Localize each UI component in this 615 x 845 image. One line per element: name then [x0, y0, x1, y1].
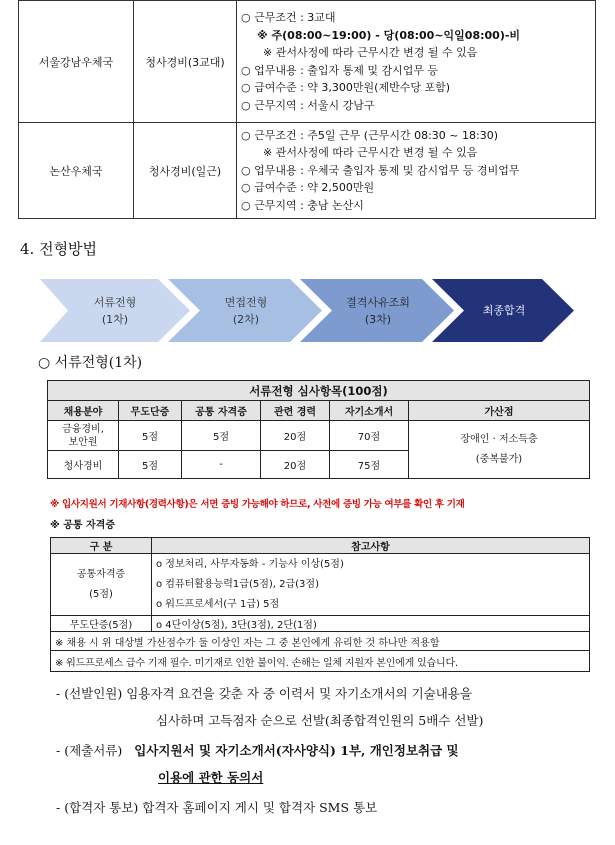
flow-step-sub: (3차)	[364, 312, 392, 326]
flow-step-3	[322, 279, 434, 342]
bonus-cell: 장애인 · 저소득층 (중복불가)	[409, 421, 590, 479]
condition-line: ○ 급여수준 : 약 2,500만원	[241, 181, 375, 195]
flow-step-sub: (1차)	[101, 312, 129, 326]
position-cell: 청사경비(3교대)	[134, 1, 237, 123]
notice-paragraph: - (합격자 통보) 합격자 홈페이지 게시 및 합격자 SMS 통보	[56, 800, 378, 815]
doc-screening-heading: ○ 서류전형(1차)	[38, 355, 143, 371]
condition-line: ※ 주(08:00~19:00) - 당(08:00~익일08:00)-비	[257, 28, 521, 42]
header-cell: 참고사항	[152, 538, 590, 554]
flow-step-sub: (2차)	[232, 312, 260, 326]
office-cell: 논산우체국	[19, 123, 134, 219]
table-cell: 20점	[261, 421, 330, 451]
common-cert-label: ※ 공통 자격증	[50, 520, 115, 531]
header-cell: 구 분	[51, 538, 152, 554]
table-cell: 70점	[330, 421, 409, 451]
screening-table-title: 서류전형 심사항목(100점)	[48, 381, 590, 401]
header-cell: 가산점	[409, 401, 590, 421]
documents-required: 입사지원서 및 자기소개서(자사양식) 1부, 개인정보취급 및	[134, 743, 459, 758]
martial-value-cell: o 4단이상(5점), 3단(3점), 2단(1점)	[152, 616, 590, 632]
martial-label-cell: 무도단증(5점)	[51, 616, 152, 632]
selection-paragraph-line2: 심사하며 고득점자 순으로 선발(최종합격인원의 5배수 선발)	[156, 713, 484, 728]
reference-table	[50, 537, 590, 672]
flow-step-name: 최종합격	[482, 304, 526, 317]
documents-label: - (제출서류)	[56, 743, 123, 758]
table-cell: 금융경비, 보안원	[48, 421, 119, 451]
condition-line: ※ 관서사정에 따라 근무시간 변경 될 수 있음	[263, 146, 478, 160]
flow-step-1	[60, 279, 170, 342]
condition-line: ○ 근무지역 : 충남 논산시	[241, 198, 364, 212]
cert-item: o 워드프로세서(구 1급) 5점	[156, 598, 280, 610]
condition-line: ○ 업무내용 : 우체국 출입자 통제 및 감시업무 등 경비업무	[241, 163, 520, 177]
office-cell: 서울강남우체국	[19, 1, 134, 123]
flow-step-4	[454, 279, 554, 342]
cert-items-cell	[152, 554, 590, 616]
header-cell: 무도단증	[119, 401, 182, 421]
process-flow	[40, 279, 574, 342]
section-title: 4. 전형방법	[20, 240, 98, 258]
note-cell: ※ 워드프로세스 급수 기재 필수. 미기재로 인한 불이익. 손해는 일체 지원자 본인에게 있습니다.	[51, 651, 590, 672]
condition-line: ○ 급여수준 : 약 3,300만원(제반수당 포함)	[241, 81, 450, 94]
flow-step-name: 결격사유조회	[346, 295, 410, 309]
header-cell: 채용분야	[48, 401, 119, 421]
flow-step-name: 서류전형	[93, 295, 137, 309]
cert-label-cell: 공통자격증 (5점)	[51, 554, 152, 616]
table-cell: 5점	[119, 451, 182, 479]
position-cell: 청사경비(일근)	[134, 123, 237, 219]
table-cell: 75점	[330, 451, 409, 479]
position-table	[18, 0, 596, 219]
header-cell: 공통 자격증	[182, 401, 261, 421]
condition-line: ○ 근무지역 : 서울시 강남구	[241, 98, 375, 112]
selection-paragraph-line1: - (선발인원) 임용자격 요건을 갖춘 자 중 이력서 및 자기소개서의 기술내용을	[56, 686, 472, 701]
header-cell: 관련 경력	[261, 401, 330, 421]
note-cell: ※ 채용 시 위 대상별 가산점수가 둘 이상인 자는 그 중 본인에게 유리한 것 하나만 적용함	[51, 632, 590, 651]
table-cell: -	[182, 451, 261, 479]
condition-line: ○ 근무조건 : 3교대	[241, 11, 336, 24]
table-cell: 20점	[261, 451, 330, 479]
documents-paragraph-line1	[56, 737, 459, 764]
cert-item: o 컴퓨터활용능력1급(5점), 2급(3점)	[156, 578, 319, 590]
condition-line: ※ 관서사정에 따라 근무시간 변경 될 수 있음	[263, 46, 478, 59]
header-cell: 자기소개서	[330, 401, 409, 421]
screening-table	[47, 380, 590, 479]
evidence-warning: ※ 입사지원서 기재사항(경력사항)은 서면 증빙 가능해야 하므로, 사전에 증빙 가능 여부를 확인 후 기재	[50, 499, 465, 510]
condition-line: ○ 업무내용 : 출입자 통제 및 감시업무 등	[241, 63, 439, 77]
condition-line: ○ 근무조건 : 주5일 근무 (근무시간 08:30 ~ 18:30)	[241, 128, 498, 142]
table-cell: 청사경비	[48, 451, 119, 479]
conditions-cell	[237, 123, 596, 219]
cert-item: o 정보처리, 사무자동화 - 기능사 이상(5점)	[156, 558, 344, 570]
flow-step-name: 면접전형	[224, 295, 268, 309]
flow-step-2	[190, 279, 302, 342]
table-cell: 5점	[182, 421, 261, 451]
conditions-cell	[237, 1, 596, 123]
table-cell: 5점	[119, 421, 182, 451]
documents-paragraph-line2: 이용에 관한 동의서	[158, 770, 264, 785]
